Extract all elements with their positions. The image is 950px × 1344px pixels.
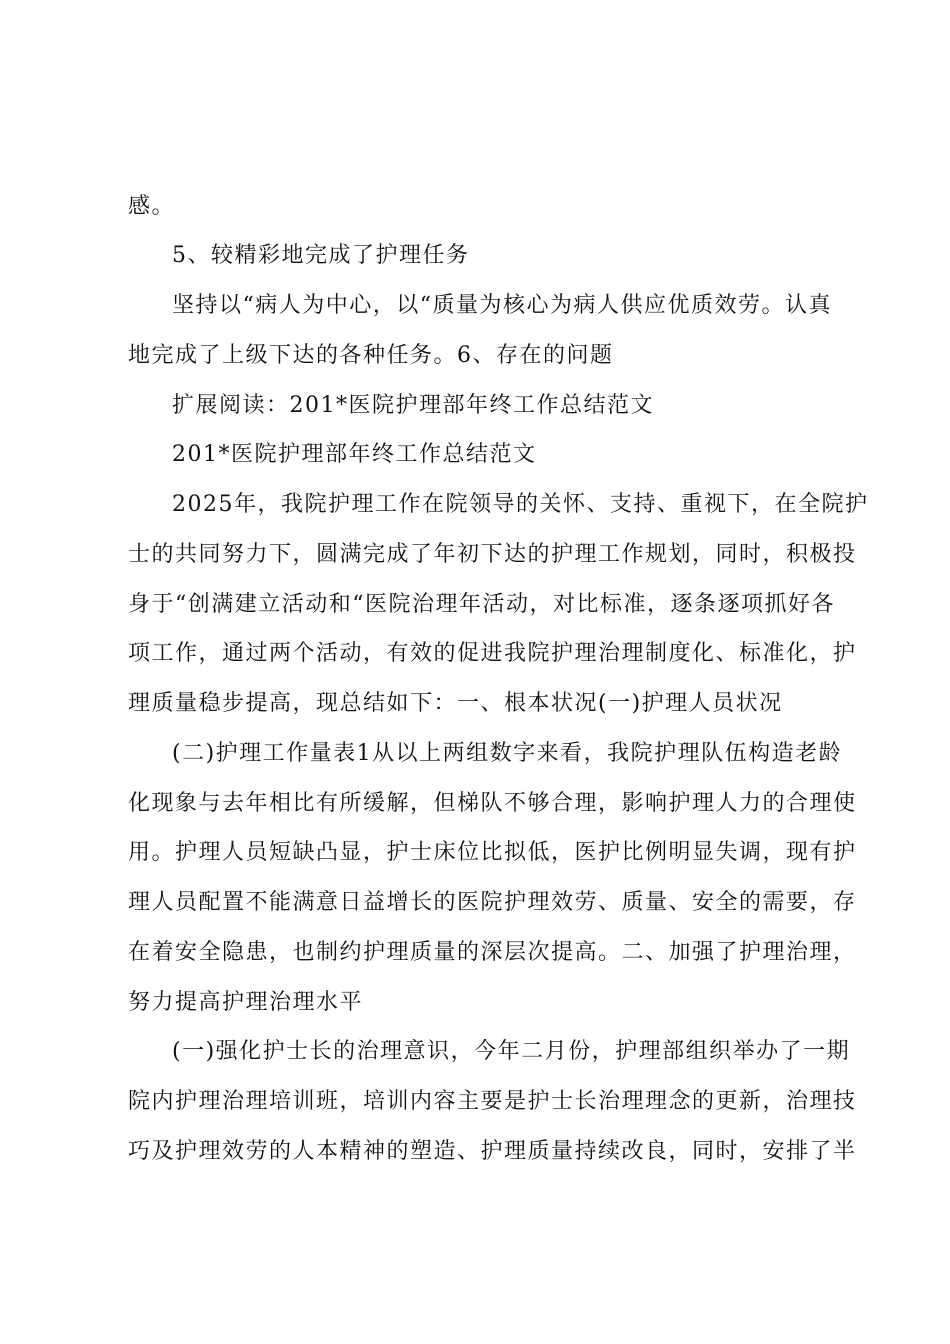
text-line: 项工作，通过两个活动，有效的促进我院护理治理制度化、标准化，护: [128, 641, 857, 666]
text-line: 在着安全隐患，也制约护理质量的深层次提高。二、加强了护理治理，: [128, 940, 857, 965]
text-line: 用。护理人员短缺凸显，护士床位比拟低，医护比例明显失调，现有护: [128, 840, 857, 865]
text-line: 化现象与去年相比有所缓解，但梯队不够合理，影响护理人力的合理使: [128, 791, 857, 816]
document-title: 201*医院护理部年终工作总结范文: [172, 442, 537, 467]
text-line: 扩展阅读：201*医院护理部年终工作总结范文: [172, 393, 654, 418]
text-line: 地完成了上级下达的各种任务。6、存在的问题: [128, 343, 614, 368]
text-line: 坚持以“病人为中心，以“质量为核心为病人供应优质效劳。认真: [172, 293, 832, 318]
text-line: 院内护理治理培训班，培训内容主要是护士长治理理念的更新，治理技: [128, 1089, 857, 1114]
text-line: 努力提高护理治理水平: [128, 990, 364, 1015]
text-line: 2025年，我院护理工作在院领导的关怀、支持、重视下，在全院护: [172, 492, 869, 517]
text-line: 士的共同努力下，圆满完成了年初下达的护理工作规划，同时，积极投: [128, 542, 857, 567]
text-line: 理质量稳步提高，现总结如下：一、根本状况(一)护理人员状况: [128, 691, 783, 716]
text-line: 感。: [128, 194, 176, 219]
text-line: 身于“创满建立活动和“医院治理年活动，对比标准，逐条逐项抓好各: [128, 592, 835, 617]
text-line: 巧及护理效劳的人本精神的塑造、护理质量持续改良，同时，安排了半: [128, 1139, 857, 1164]
text-line: 理人员配置不能满意日益增长的医院护理效劳、质量、安全的需要，存: [128, 890, 857, 915]
section-heading: 5、较精彩地完成了护理任务: [172, 243, 470, 268]
text-line: (一)强化护士长的治理意识，今年二月份，护理部组织举办了一期: [172, 1039, 851, 1064]
text-line: (二)护理工作量表1从以上两组数字来看，我院护理队伍构造老龄: [172, 741, 843, 766]
